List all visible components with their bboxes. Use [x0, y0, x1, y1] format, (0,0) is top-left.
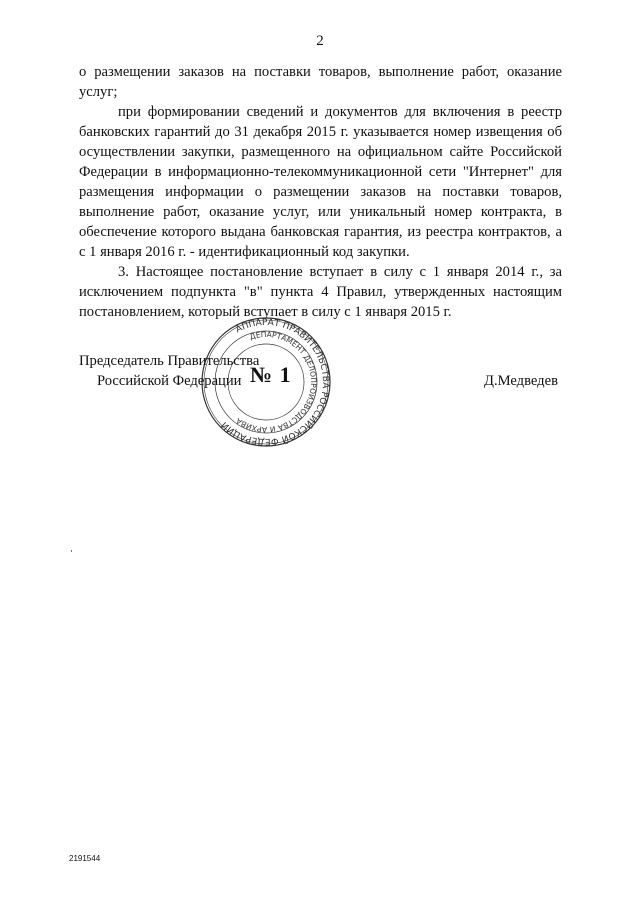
signatory-title [79, 351, 259, 391]
paragraph-continuation: о размещении заказов на поставки товаров, выполнение работ, оказание услуг; [79, 64, 562, 100]
stamp-outer-text: АППАРАТ ПРАВИТЕЛЬСТВА РОССИЙСКОЙ ФЕДЕРАЦИИ [219, 317, 331, 447]
signatory-name: Д.Медведев [484, 373, 558, 389]
signatory-title-line2: Российской Федерации [97, 373, 242, 389]
paragraph-bank-guarantees: при формировании сведений и документов для включения в реестр банковских гарантий до 31 декабря 2015 г. указывается номер извещения об осуществлении закупки, размещенного на официальном сайте Российской Федерации в информационно-телекоммуникационной сети "Интернет" для размещения информации о размещении заказов на поставки товаров, выполнение работ, оказание услуг, или уникальный номер контракта, в обеспечение которого выдана банковская гарантия, из реестра контрактов, а с 1 января 2016 г. - идентификационный код закупки. [79, 104, 562, 260]
signatory-title-line1: Председатель Правительства [79, 353, 260, 369]
stamp-number: № 1 [250, 362, 292, 387]
document-code: 2191544 [69, 854, 101, 863]
page-number: 2 [316, 33, 324, 49]
document-body [79, 62, 562, 322]
paragraph-effective-date: 3. Настоящее постановление вступает в силу с 1 января 2014 г., за исключением подпункта "в" пункта 4 Правил, утвержденных настоящим постановлением, который вступает в силу с 1 января 2015 г. [79, 264, 562, 320]
stamp-inner-text: ДЕПАРТАМЕНТ ДЕЛОПРОИЗВОДСТВА И АРХИВА [234, 329, 319, 435]
scan-speck [71, 550, 72, 552]
